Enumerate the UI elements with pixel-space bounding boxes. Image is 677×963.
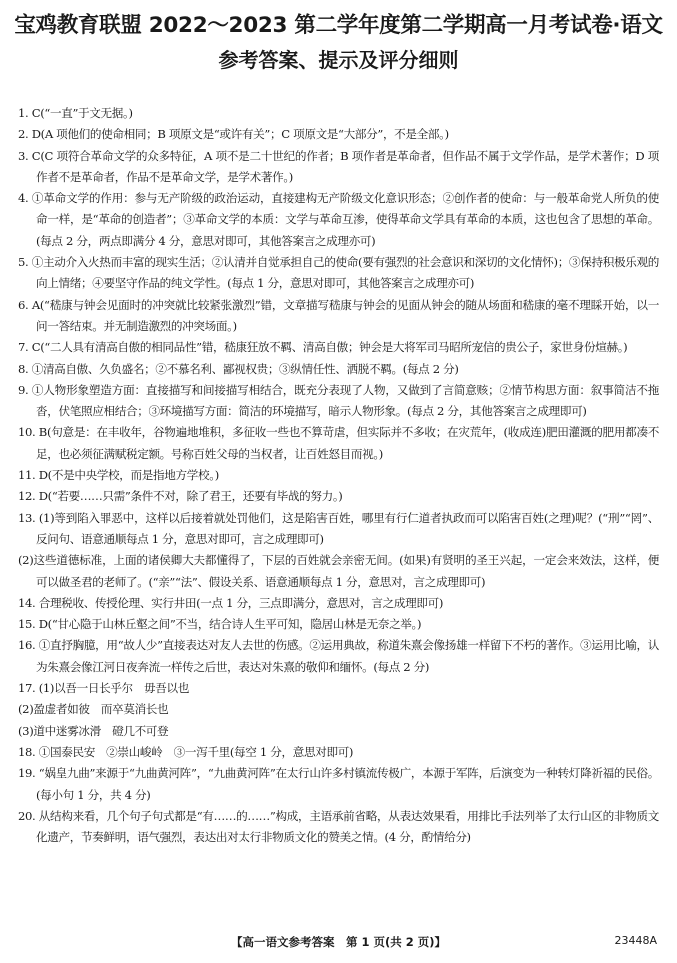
document-code: 23448A bbox=[614, 934, 657, 947]
answer-subitem: (2)这些道德标准，上面的诸侯卿大夫都懂得了，下层的百姓就会亲密无间。(如果)有贤明的圣王兴起，一定会来效法，这样，便可以做圣君的老师了。(“亲”“法”、假设关系、语意通顺每点 1 分，意思对，言之成理即可) bbox=[18, 553, 659, 589]
answer-item: 8. ①清高自傲、久负盛名；②不慕名利、鄙视权贵；③纵情任性、洒脱不羁。(每点 2 分) bbox=[18, 361, 459, 376]
answer-item: 17. (1)以吾一日长乎尔 毋吾以也 bbox=[18, 681, 190, 696]
page-title: 宝鸡教育联盟 2022～2023 第二学年度第二学期高一月考试卷·语文 bbox=[14, 13, 663, 38]
answer-subitem: (2)盈虚者如彼 而卒莫消长也 bbox=[18, 702, 169, 717]
answer-item: 4. ①革命文学的作用：参与无产阶级的政治运动，直接建构无产阶级文化意识形态；②创作者的使命：与一般革命党人所负的使命一样，是“革命的创造者”；③革命文学的本质：文学与革命互渗，使得革命文学具有革命的本质，这也包含了思想的革命。(每点 2 分，两点即满分 4 分，意思对即可，其他答案言之成理亦可) bbox=[18, 191, 659, 248]
answer-item: 14. 合理税收、传授伦理、实行井田(一点 1 分，三点即满分，意思对，言之成理即可) bbox=[18, 595, 444, 610]
answer-item: 9. ①人物形象塑造方面：直接描写和间接描写相结合，既充分表现了人物，又做到了言简意赅；②情节构思方面：叙事简洁不拖沓，伏笔照应相结合；③环境描写方面：简洁的环境描写，暗示人物形象。(每点 2 分，其他答案言之成理即可) bbox=[18, 382, 659, 419]
answer-item: 6. A(“嵇康与钟会见面时的冲突就比较紧张激烈”错，文章描写嵇康与钟会的见面从钟会的随从场面和嵇康的毫不理睬开始，以一问一答结束。并无制造激烈的冲突场面。) bbox=[18, 297, 659, 333]
answer-item: 16. ①直抒胸臆，用“故人少”直接表达对友人去世的伤感。②运用典故，称道朱熹会像扬雄一样留下不朽的著作。③运用比喻，认为朱熹会像江河日夜奔流一样传之后世，表达对朱熹的敬仰和缅怀。(每点 2 分) bbox=[18, 638, 659, 674]
answer-item: 3. C(C 项符合革命文学的众多特征，A 项不是二十世纪的作者；B 项作者是革命者，但作品不属于文学作品，是学术著作；D 项作者不是革命者，作品不是革命文学，是学术著作。) bbox=[18, 148, 659, 184]
answer-subitem: (3)道中迷雾冰滑 磴几不可登 bbox=[18, 723, 169, 738]
page-number: 【高一语文参考答案 第 1 页(共 2 页)】 bbox=[230, 935, 447, 949]
page-footer bbox=[0, 934, 677, 954]
answer-item: 18. ①国泰民安 ②崇山峻岭 ③一泻千里(每空 1 分，意思对即可) bbox=[18, 744, 354, 759]
answer-item: 11. D(不是中央学校，而是指地方学校。) bbox=[18, 468, 219, 483]
answer-item: 20. 从结构来看，几个句子句式都是“有……的……”构成，主语承前省略，从表达效果看，用排比手法列举了太行山区的非物质文化遗产，节奏鲜明，语气强烈，表达出对太行非物质文化的赞美之情。(4 分，酌情给分) bbox=[18, 808, 659, 845]
answer-item: 19. “娲皇九曲”来源于“九曲黄河阵”，“九曲黄河阵”在太行山许多村镇流传极广，本源于军阵，后演变为一种转灯降祈福的民俗。(每小句 1 分，共 4 分) bbox=[18, 766, 659, 802]
answer-list bbox=[0, 103, 677, 848]
answer-item: 15. D(“甘心隐于山林丘壑之间”不当，结合诗人生平可知，隐居山林是无奈之举。) bbox=[18, 617, 422, 632]
answer-item: 7. C(“二人具有清高自傲的相同品性”错，嵇康狂放不羁、清高自傲；钟会是大将军司马昭所宠信的贵公子，家世身份煊赫。) bbox=[18, 340, 628, 355]
answer-item: 13. (1)等到陷入罪恶中，这样以后接着就处罚他们，这是陷害百姓，哪里有行仁道者执政而可以陷害百姓(之理)呢？(“刑”“罔”、反问句、语意通顺每点 1 分，意思对即可，言之成理即可) bbox=[18, 510, 659, 546]
answer-item: 5. ①主动介入火热而丰富的现实生活；②认清并自觉承担自己的使命(要有强烈的社会意识和深切的文化情怀)；③保持积极乐观的向上情绪；④要坚守作品的纯文学性。(每点 1 分，意思对即可，其他答案言之成理亦可) bbox=[18, 255, 659, 291]
page-subtitle: 参考答案、提示及评分细则 bbox=[218, 48, 459, 72]
answer-item: 12. D(“若要……只需”条件不对，除了君王，还要有毕战的努力。) bbox=[18, 489, 343, 504]
answer-item: 1. C(“一直”于文无据。) bbox=[18, 106, 133, 120]
answer-item: 2. D(A 项他们的使命相同；B 项原文是“或许有关”；C 项原文是“大部分”，不是全部。) bbox=[18, 127, 449, 142]
answer-item: 10. B(句意是：在丰收年，谷物遍地堆积，多征收一些也不算苛虐，但实际并不多收；在灾荒年，(收成连)肥田灌溉的肥用都凑不足，也必须征满赋税定额。号称百姓父母的当权者，让百姓怒目而视。) bbox=[18, 425, 659, 461]
